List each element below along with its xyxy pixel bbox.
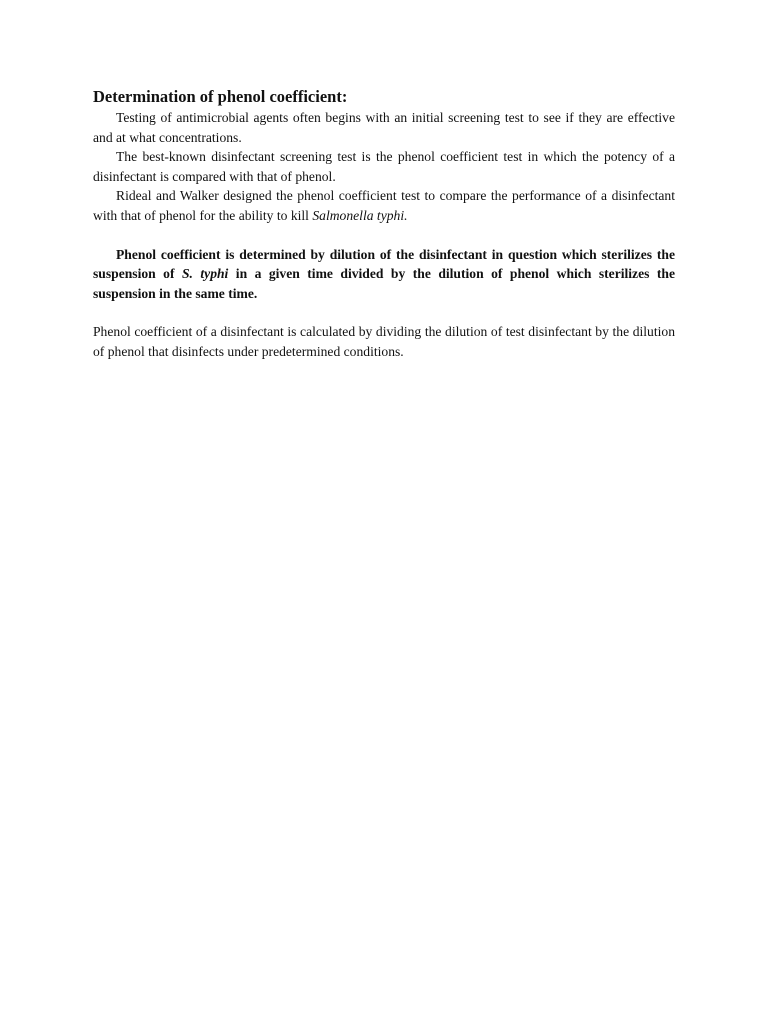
salmonella-typhi-term: Salmonella typhi. [312,207,408,223]
paragraph-rideal-walker [93,186,675,225]
page-title: Determination of phenol coefficient: [93,87,348,106]
definition-end: in a given time divided by the dilution of phenol which sterilizes the suspension in the same time. [93,266,675,301]
paragraph-spacer [93,226,675,245]
paragraph-spacer [93,303,675,322]
paragraph-screening-intro: Testing of antimicrobial agents often begins with an initial screening test to see if they are effective and at what concentrations. [93,110,675,145]
paragraph-definition [93,245,675,304]
paragraph-phenol-coefficient-test: The best-known disinfectant screening test is the phenol coefficient test in which the potency of a disinfectant is compared with that of phenol. [93,149,675,184]
paragraph-calculation: Phenol coefficient of a disinfectant is calculated by dividing the dilution of test disinfectant by the dilution of phenol that disinfects under predetermined conditions. [93,324,675,359]
definition-start: Phenol coefficient is determined by dilution of the disinfectant in question which sterilizes the suspension of [93,246,675,282]
s-typhi-term: S. typhi [181,266,229,282]
rideal-walker-text: Rideal and Walker designed the phenol coefficient test to compare the performance of a disinfectant with that of phenol for the ability to kill [93,188,675,223]
document-page [93,86,675,362]
